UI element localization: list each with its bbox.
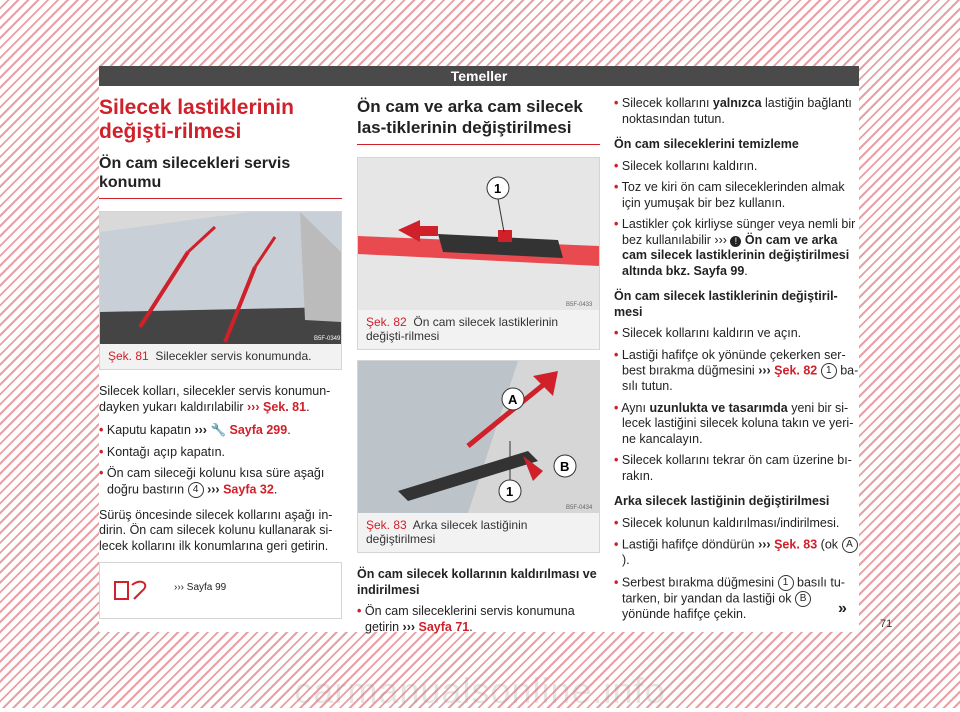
figure-ref: Şek. 82 [366, 315, 407, 329]
list-item: • Lastiği hafifçe ok yönünde çekerken ser-best bırakma düğmesini ››› Şek. 82 1 ba-sılı tutun. [614, 347, 859, 393]
figure-82-callout-1: 1 [494, 181, 502, 196]
figure-83-callout-a: A [508, 392, 518, 407]
column-3 [614, 96, 859, 628]
warning-icon: ! [730, 236, 741, 247]
page-link[interactable]: Sayfa 299 [229, 423, 288, 437]
list-item: • Kaputu kapatın ››› 🔧 Sayfa 299. [99, 423, 291, 437]
list-item: • Silecek kollarını yalnızca lastiğin bağlantı noktasından tutun. [614, 96, 852, 126]
bullet-icon: • [614, 347, 619, 362]
callout-number: 1 [778, 575, 794, 591]
page-link[interactable]: Sayfa 71 [418, 619, 470, 634]
bullet-icon: • [99, 466, 104, 480]
figure-81-code: B5F-0349 [314, 336, 341, 342]
windshield-wipers-illustration [100, 212, 341, 344]
callout-letter: B [795, 591, 811, 607]
page-link[interactable]: Sayfa 32 [223, 481, 274, 496]
figure-81-image [100, 212, 341, 344]
front-wiper-blade-illustration [358, 158, 599, 310]
figure-81 [99, 211, 342, 370]
bullet-icon: • [614, 453, 619, 467]
bullet-icon: • [614, 515, 619, 530]
column-1 [99, 96, 342, 619]
callout-number: 4 [188, 482, 204, 498]
subsection-title: Ön cam ve arka cam silecek las-tiklerinin değiştirilmesi [357, 97, 583, 137]
figure-83-image [358, 361, 599, 513]
list-item: • Ön cam sileceği kolunu kısa süre aşağı doğru bastırın 4 ››› Sayfa 32. [99, 466, 325, 496]
callout-number: 1 [821, 363, 837, 379]
bullet-icon: • [614, 574, 619, 589]
list-item: • Aynı uzunlukta ve tasarımda yeni bir si-lecek lastiğini silecek koluna takın ve yeri-ne kancalayın. [614, 400, 854, 446]
bullet-icon: • [614, 158, 619, 173]
tool-icon [112, 577, 152, 603]
figure-82-image [358, 158, 599, 310]
list-item: • Toz ve kiri ön cam sileceklerinden almak için yumuşak bir bez kullanın. [614, 180, 845, 210]
intro-paragraph: Silecek kolları, silecekler servis konumun-dayken yukarı kaldırılabilir ››› Şek. 81. [99, 384, 331, 414]
section-title: Silecek lastiklerinin değişti-rilmesi [99, 96, 294, 143]
subsection-title: Ön cam silecekleri servis konumu [99, 155, 291, 191]
subsection-heading-wrap [357, 96, 600, 145]
list-item: • Lastikler çok kirliyse sünger veya nemli bir bez kullanılabilir ››› ! Ön cam ve arka cam silecek lastiklerinin değiştirilmesi altında bkz. Sayfa 99. [614, 217, 856, 278]
list-item: • Silecek kollarını kaldırın. [614, 158, 758, 173]
figure-link[interactable]: Şek. 82 [774, 363, 818, 378]
continue-mark: » [838, 600, 847, 617]
arrow-link-icon: ››› [247, 399, 260, 414]
figure-83 [357, 360, 600, 553]
bullet-icon: • [614, 217, 619, 231]
subheading: Ön cam silecek lastiklerinin değiştiril-mesi [614, 289, 838, 319]
list-item: • Lastiği hafifçe döndürün ››› Şek. 83 (ok A). [614, 537, 859, 569]
bullet-icon: • [614, 96, 619, 110]
figure-83-callout-1: 1 [506, 484, 514, 499]
bullet-icon: • [357, 604, 362, 618]
callout-letter: A [842, 537, 858, 553]
rear-wiper-blade-illustration [358, 361, 599, 513]
subheading: Arka silecek lastiğinin değiştirilmesi [614, 494, 830, 508]
reference-box[interactable] [99, 562, 342, 619]
caption-text: Arka silecek lastiğinin değiştirilmesi [366, 518, 528, 546]
list-item: • Silecek kollarını kaldırın ve açın. [614, 326, 802, 340]
bullet-icon: • [614, 400, 619, 415]
figure-ref: Şek. 81 [108, 349, 149, 363]
caption-text: Ön cam silecek lastiklerinin değişti-rilmesi [366, 315, 559, 343]
bullet-icon: • [614, 537, 619, 552]
wrench-icon: 🔧 [210, 423, 227, 437]
subsection-heading-wrap [99, 154, 342, 199]
figure-81-caption [100, 344, 341, 369]
figure-link[interactable]: Şek. 81 [262, 399, 307, 414]
subheading: Ön cam silecek kollarının kaldırılması ve indirilmesi [357, 567, 597, 597]
figure-83-callout-b: B [560, 459, 570, 474]
figure-link[interactable]: Şek. 83 [774, 537, 818, 552]
instruction-paragraph: Sürüş öncesinde silecek kollarını aşağı in-dirin. Ön cam silecek kolunu kullanarak si-lecek kollarını ilk konumlarına geri getirin. [99, 507, 333, 553]
list-item: • Kontağı açıp kapatın. [99, 444, 226, 459]
list-item: • Serbest bırakma düğmesini 1 basılı tu-tarken, bir yandan da lastiği ok B yönünde hafifçe çekin. [614, 574, 845, 621]
list-item: • Silecek kollarını tekrar ön cam üzerine bı-rakın. [614, 453, 852, 483]
list-item: • Silecek kolunun kaldırılması/indirilmesi. [614, 515, 840, 530]
bullet-icon: • [99, 423, 104, 437]
figure-83-caption [358, 513, 599, 552]
section-header: Temeller [99, 66, 859, 86]
bullet-icon: • [614, 180, 619, 194]
bullet-icon: • [99, 444, 104, 459]
caption-text: Silecekler servis konumunda. [155, 349, 312, 363]
figure-82 [357, 157, 600, 350]
bullet-icon: • [614, 326, 619, 340]
reference-box-text: ››› Sayfa 99 [174, 582, 227, 593]
subheading: Ön cam sileceklerini temizleme [614, 137, 799, 151]
watermark: carmanualsonline.info [294, 670, 666, 711]
figure-83-code: B5F-0434 [566, 505, 593, 511]
figure-82-code: B5F-0433 [566, 302, 593, 308]
list-item: • Ön cam sileceklerini servis konumuna getirin ››› Sayfa 71. [357, 604, 575, 634]
page-number: 71 [880, 618, 893, 630]
figure-ref: Şek. 83 [366, 518, 407, 532]
column-2 [357, 96, 600, 641]
figure-82-caption [358, 310, 599, 349]
